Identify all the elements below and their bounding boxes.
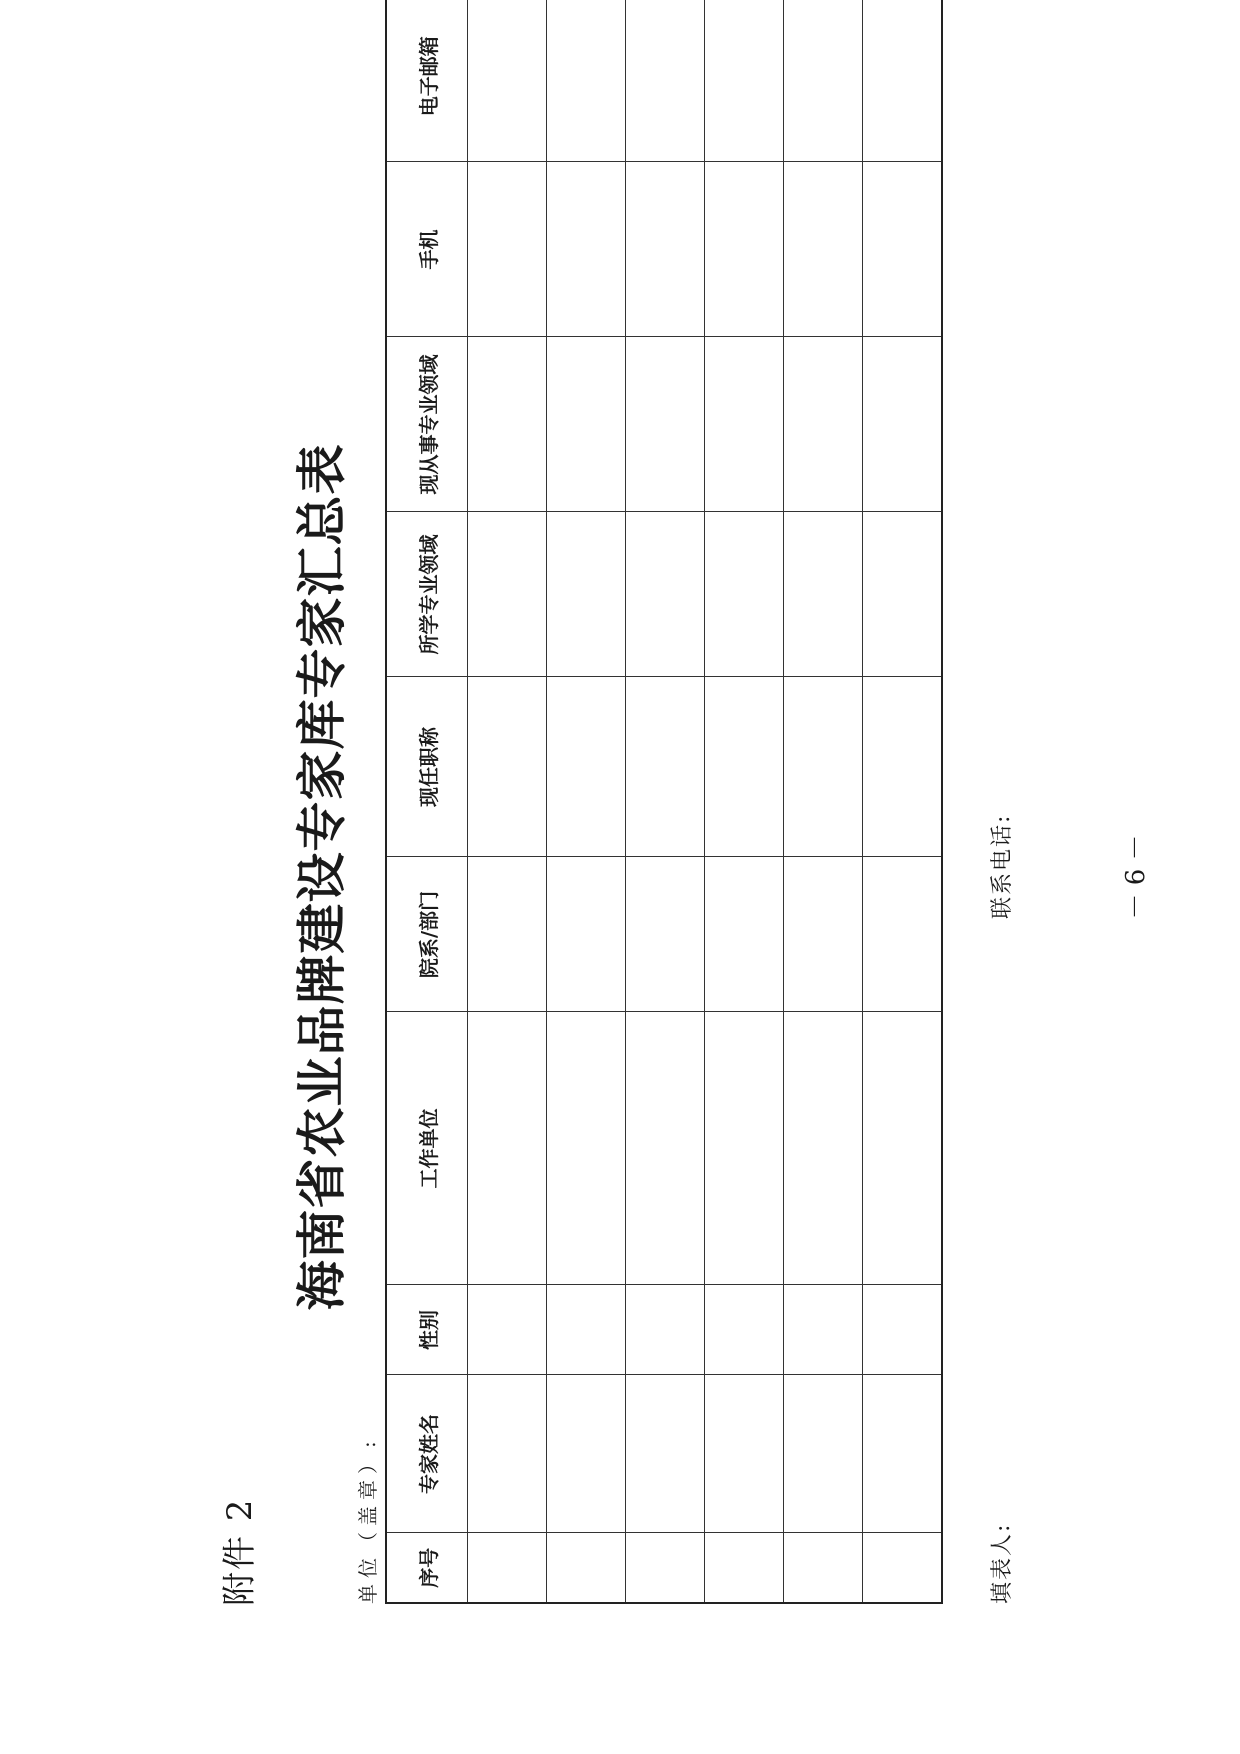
table-cell[interactable] — [468, 512, 547, 677]
table-cell[interactable] — [468, 1375, 547, 1533]
table-cell[interactable] — [468, 1533, 547, 1603]
table-row — [547, 0, 626, 1603]
table-cell[interactable] — [547, 1375, 626, 1533]
table-cell[interactable] — [626, 857, 705, 1012]
table-header-row — [386, 0, 468, 1603]
table-cell[interactable] — [626, 1012, 705, 1285]
table-cell[interactable] — [705, 1533, 784, 1603]
table-cell[interactable] — [626, 512, 705, 677]
table-cell[interactable] — [468, 1285, 547, 1375]
table-cell[interactable] — [547, 0, 626, 162]
table-cell[interactable] — [784, 337, 863, 512]
table-cell[interactable] — [784, 162, 863, 337]
table-row — [784, 0, 863, 1603]
table-cell[interactable] — [547, 512, 626, 677]
table-cell[interactable] — [626, 677, 705, 857]
table-cell[interactable] — [547, 337, 626, 512]
table-cell[interactable] — [705, 1285, 784, 1375]
table-cell[interactable] — [705, 1375, 784, 1533]
header-cell-gender: 性别 — [386, 1285, 468, 1375]
table-cell[interactable] — [547, 1285, 626, 1375]
table-cell[interactable] — [784, 1533, 863, 1603]
table-cell[interactable] — [863, 337, 943, 512]
attachment-label: 附件 2 — [220, 1497, 260, 1606]
table-row — [468, 0, 547, 1603]
table-cell[interactable] — [863, 1375, 943, 1533]
expert-summary-table — [385, 0, 943, 1604]
header-cell-employer: 工作单位 — [386, 1012, 468, 1285]
table-cell[interactable] — [705, 512, 784, 677]
table-cell[interactable] — [547, 677, 626, 857]
table-cell[interactable] — [626, 337, 705, 512]
table-cell[interactable] — [863, 1012, 943, 1285]
table-cell[interactable] — [863, 162, 943, 337]
table-body — [468, 0, 943, 1603]
table-cell[interactable] — [784, 1012, 863, 1285]
table-cell[interactable] — [784, 1285, 863, 1375]
table-cell[interactable] — [468, 337, 547, 512]
header-cell-email: 电子邮箱 — [386, 0, 468, 162]
table-cell[interactable] — [863, 0, 943, 162]
table-row — [626, 0, 705, 1603]
table-cell[interactable] — [784, 857, 863, 1012]
table-cell[interactable] — [705, 0, 784, 162]
table-cell[interactable] — [547, 1533, 626, 1603]
table-cell[interactable] — [705, 1012, 784, 1285]
table-cell[interactable] — [547, 857, 626, 1012]
table-cell[interactable] — [547, 1012, 626, 1285]
table-cell[interactable] — [863, 1533, 943, 1603]
table-cell[interactable] — [784, 0, 863, 162]
header-cell-index: 序号 — [386, 1533, 468, 1603]
table-cell[interactable] — [705, 337, 784, 512]
table-cell[interactable] — [626, 1285, 705, 1375]
table-cell[interactable] — [626, 1533, 705, 1603]
page-number: － 6 － — [1121, 834, 1151, 920]
table-cell[interactable] — [705, 162, 784, 337]
header-cell-studied-field: 所学专业领域 — [386, 512, 468, 677]
table-cell[interactable] — [468, 1012, 547, 1285]
table-cell[interactable] — [626, 0, 705, 162]
table-cell[interactable] — [863, 512, 943, 677]
table-cell[interactable] — [547, 162, 626, 337]
table-cell[interactable] — [705, 857, 784, 1012]
header-cell-current-field: 现从事专业领域 — [386, 337, 468, 512]
table-cell[interactable] — [863, 1285, 943, 1375]
table-cell[interactable] — [468, 857, 547, 1012]
table-cell[interactable] — [784, 1375, 863, 1533]
header-cell-title: 现任职称 — [386, 677, 468, 857]
form-title: 海南省农业品牌建设专家库专家汇总表 — [292, 443, 351, 1311]
header-cell-name: 专家姓名 — [386, 1375, 468, 1533]
header-cell-mobile: 手机 — [386, 162, 468, 337]
table-cell[interactable] — [784, 512, 863, 677]
unit-stamp-label: 单位（盖章）: — [356, 1435, 380, 1604]
table-cell[interactable] — [705, 677, 784, 857]
table-cell[interactable] — [626, 1375, 705, 1533]
table-cell[interactable] — [468, 162, 547, 337]
table-cell[interactable] — [863, 857, 943, 1012]
filler-label: 填表人: — [990, 1522, 1015, 1604]
table-row — [863, 0, 943, 1603]
contact-phone-label: 联系电话: — [990, 813, 1015, 919]
table-cell[interactable] — [626, 162, 705, 337]
table-cell[interactable] — [863, 677, 943, 857]
table-row — [705, 0, 784, 1603]
table-cell[interactable] — [468, 0, 547, 162]
table-cell[interactable] — [468, 677, 547, 857]
header-cell-department: 院系/部门 — [386, 857, 468, 1012]
table-cell[interactable] — [784, 677, 863, 857]
